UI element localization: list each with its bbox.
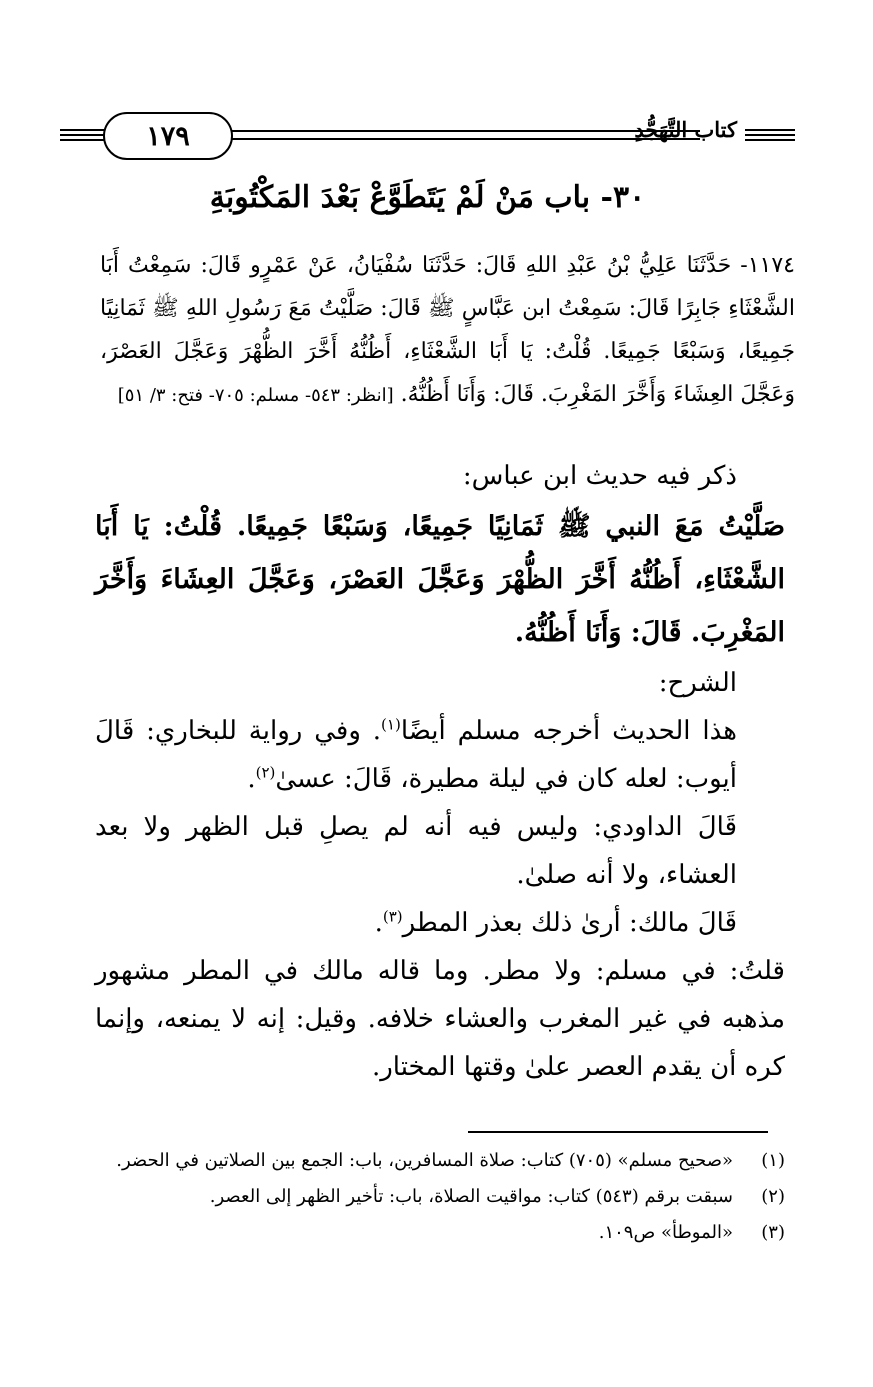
paragraph-1-text: هذا الحديث أخرجه مسلم أيضًا [400,716,737,746]
footnote [80,1215,785,1251]
page-number: ١٧٩ [103,112,233,160]
hadith-body: ١١٧٤- حَدَّثَنَا عَلِيُّ بْنُ عَبْدِ اللهِ قَالَ: حَدَّثَنَا سُفْيَانُ، عَنْ عَمْرٍو قَالَ: سَمِعْتُ أَبَا الشَّعْثَاءِ جَابِرًا قَالَ: سَمِعْتُ ابن عَبَّاسٍ ﷺ قَالَ: صَلَّيْتُ مَعَ رَسُولِ اللهِ ﷺ ثَمَانِيًا جَمِيعًا، وَسَبْعًا جَمِيعًا. قُلْتُ: يَا أَبَا الشَّعْثَاءِ، أَظُنُّهُ أَخَّرَ الظُّهْرَ وَعَجَّلَ العَصْرَ، وَعَجَّلَ العِشَاءَ وَأَخَّرَ المَغْرِبَ. قَالَ: وَأَنَا أَظُنُّهُ. [100,253,796,407]
paragraph-3-text: . [374,908,383,938]
sharh-heading: الشرح: [658,668,737,698]
footnote-marker: (٣) [382,907,403,926]
chapter-title: ٣٠- باب مَنْ لَمْ يَتَطَوَّعْ بَعْدَ المَكْتُوبَةِ [209,180,646,215]
paragraph-3-text: قَالَ مالك: أرىٰ ذلك بعذر المطر [402,908,737,938]
book-title: كتاب التَّهَجُّدِ [634,117,737,142]
paragraph-1 [95,707,785,803]
footnote-text: «الموطأ» ص١٠٩. [598,1222,733,1243]
hadith-reference: [انظر: ٥٤٣- مسلم: ٧٠٥- فتح: ٣/ ٥١] [117,385,394,406]
footnote [80,1179,785,1215]
paragraph-1-text: . وفي رواية للبخاري: قَالَ أيوب: لعله كان في ليلة مطيرة، قَالَ: عسىٰ [95,716,737,794]
footnote-number: (٣) [761,1222,785,1243]
header-rule [230,130,700,132]
paragraph-2: قَالَ الداودي: وليس فيه أنه لم يصلِ قبل الظهر ولا بعد العشاء، ولا أنه صلىٰ. [95,812,737,890]
footnote-number: (٢) [761,1186,785,1207]
page-header [60,112,795,162]
quoted-hadith: صَلَّيْتُ مَعَ النبي ﷺ ثَمَانِيًا جَمِيعًا، وَسَبْعًا جَمِيعًا. قُلْتُ: يَا أَبَا الشَّعْثَاءِ، أَظُنُّهُ أَخَّرَ الظُّهْرَ وَعَجَّلَ العَصْرَ، وَعَجَّلَ العِشَاءَ وَأَخَّرَ المَغْرِبَ. قَالَ: وَأَنَا أَظُنُّهُ. [95,511,785,648]
footnote-marker: (١) [381,715,401,734]
footnote-text: سبقت برقم (٥٤٣) كتاب: مواقيت الصلاة، باب: تأخير الظهر إلى العصر. [209,1186,733,1207]
header-rule [230,138,700,140]
footnote-number: (١) [761,1150,785,1171]
footnote-marker: (٢) [255,763,276,782]
paragraph-1-text: . [247,764,256,794]
header-ornament-left [60,129,105,144]
header-ornament-right [745,129,795,144]
paragraph-3 [95,899,785,947]
footnote-separator [468,1131,768,1133]
footnote [80,1143,785,1179]
paragraph-4: قلتُ: في مسلم: ولا مطر. وما قاله مالك في المطر مشهور مذهبه في غير المغرب والعشاء خلافه. وقيل: إنه لا يمنعه، وإنما كره أن يقدم العصر علىٰ وقتها المختار. [95,956,785,1082]
hadith-text [100,244,795,417]
footnotes [80,1143,785,1251]
intro-line: ذكر فيه حديث ابن عباس: [462,461,737,491]
footnote-text: «صحيح مسلم» (٧٠٥) كتاب: صلاة المسافرين، باب: الجمع بين الصلاتين في الحضر. [116,1150,733,1171]
commentary [95,452,785,1091]
